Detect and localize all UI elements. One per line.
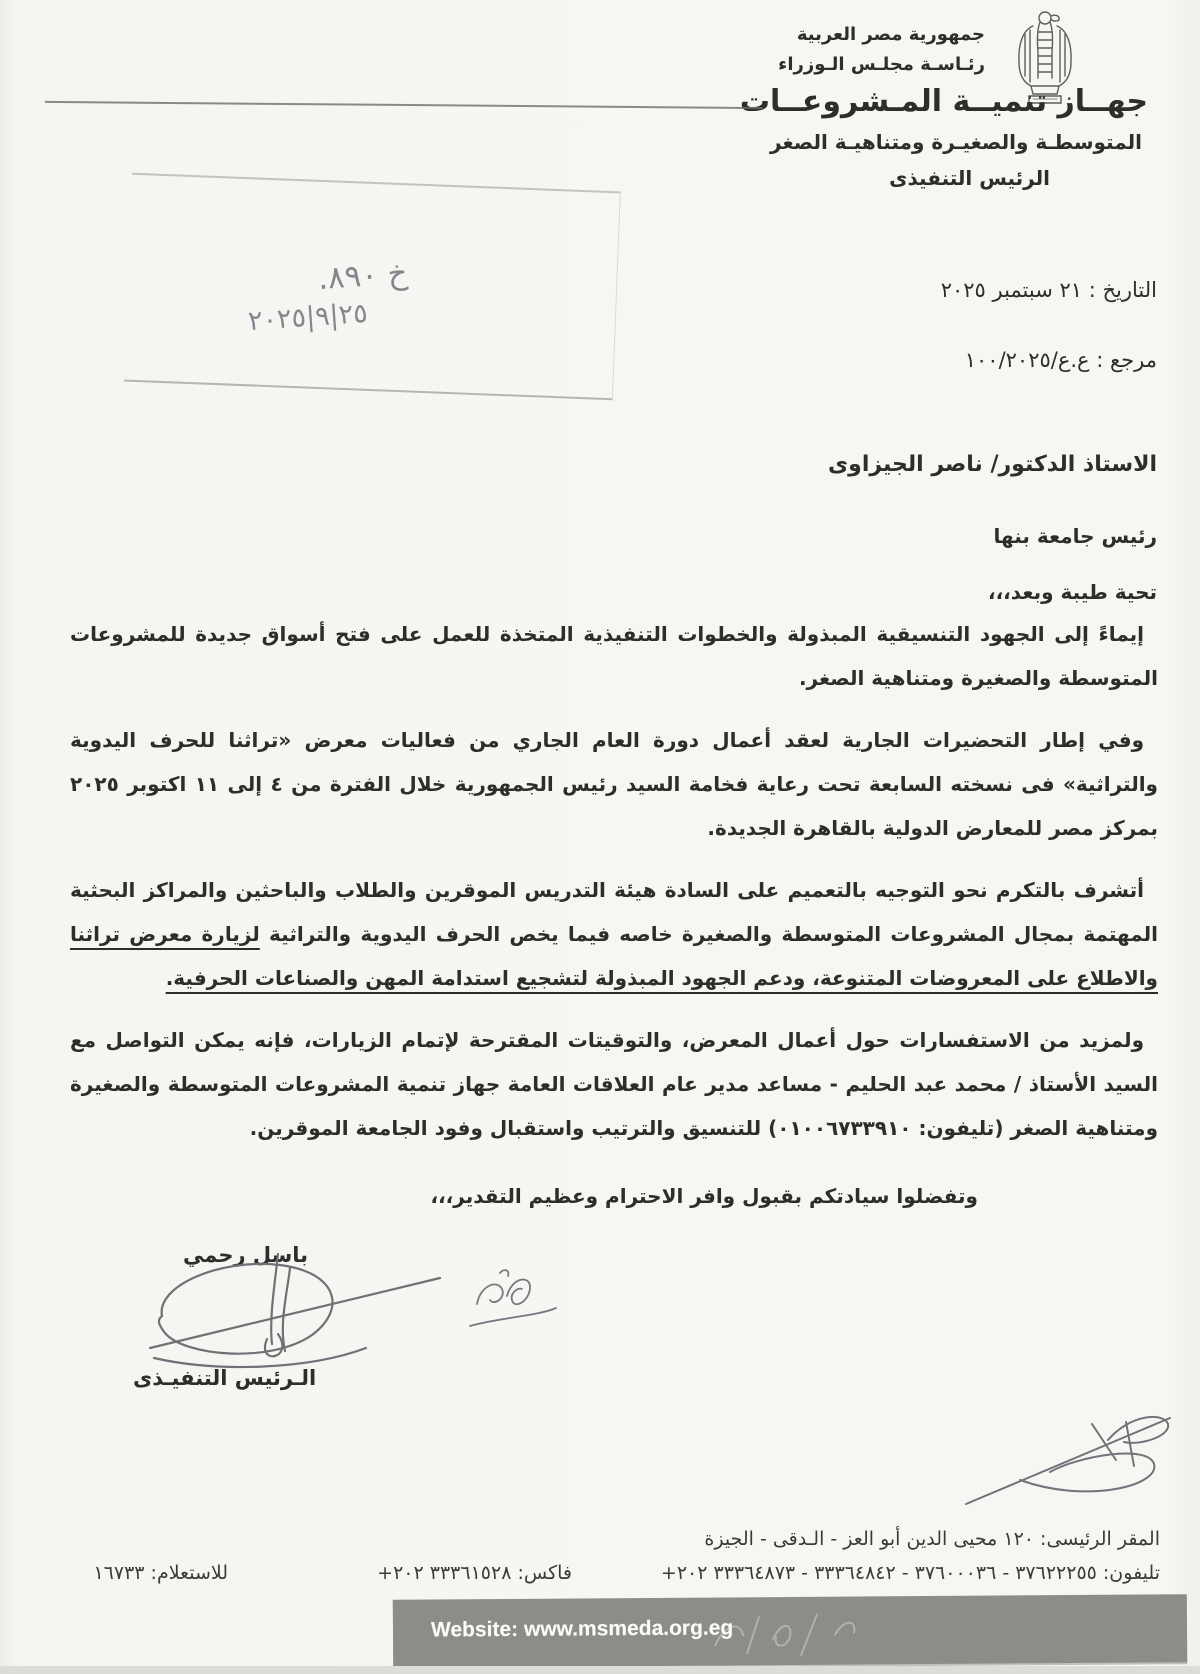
- footer-phone: تليفون: ٣٧٦٢٢٢٥٥ - ٣٧٦٠٠٠٣٦ - ٣٣٣٦٤٨٤٢ - ٣٣٣٦٤٨٧٣ ٢٠٢+: [660, 1562, 1160, 1584]
- recipient-name: الاستاذ الدكتور/ ناصر الجيزاوى: [827, 452, 1157, 477]
- paragraph-3-text: أتشرف بالتكرم نحو التوجيه بالتعميم على السادة هيئة التدريس الموقرين والطلاب والباحثين والمراكز البحثية المهتمة بمجال المشروعات المتوسطة والصغيرة خاصه فيما يخص الحرف اليدوية والتراثية: [70, 878, 1159, 946]
- agency-name: جهــاز تنميــة المـشروعــات: [739, 84, 1148, 119]
- paragraph-3-underlined: لزيارة معرض تراثنا والاطلاع على المعروضات المتنوعة، ودعم الجهود المبذولة لتشجيع استدامة المهن والصناعات الحرفية.: [70, 922, 1158, 990]
- paragraph-4: ولمزيد من الاستفسارات حول أعمال المعرض، والتوقيتات المقترحة لإتمام الزيارات، فإنه يمكن التواصل مع السيد الأستاذ / محمد عبد الحليم - مساعد مدير عام العلاقات العامة جهاز تنمية المشروعات المتوسطة والصغيرة ومتناهية الصغر (تليفون: ٠١٠٠٦٧٣٣٩١٠) للتنسيق والترتيب واستقبال وفود الجامعة الموقرين.: [70, 1028, 1158, 1140]
- stamp-number-handwriting: خ ٨٩٠.: [316, 254, 409, 298]
- paragraph-3: [70, 868, 1158, 1000]
- scan-bottom-edge: [0, 1666, 1200, 1674]
- signer-name: باسل رحمي: [183, 1243, 309, 1267]
- reference-line: مرجع : ع.ع/١٠٠/٢٠٢٥: [964, 348, 1157, 372]
- cabinet-name: رئـاسـة مجلـس الـوزراء: [778, 54, 985, 75]
- initials-scribble: [452, 1264, 574, 1340]
- secondary-signature-scribble: [958, 1396, 1186, 1514]
- header-rule: [45, 101, 763, 109]
- footer-address: المقر الرئيسى: ١٢٠ محيى الدين أبو العز - الـدقى - الجيزة: [704, 1528, 1160, 1550]
- website-text: Website: www.msmeda.org.eg: [430, 1616, 734, 1642]
- agency-subtitle: المتوسطـة والصغيـرة ومتناهيـة الصغر: [770, 130, 1142, 154]
- date-line: التاريخ : ٢١ سبتمبر ٢٠٢٥: [940, 278, 1157, 302]
- footer-fax: فاكس: ٣٣٣٦١٥٢٨ ٢٠٢+: [377, 1562, 572, 1584]
- office-title: الرئيس التنفيذى: [889, 166, 1050, 190]
- paragraph-2: وفي إطار التحضيرات الجارية لعقد أعمال دورة العام الجاري من فعاليات معرض «تراثنا للحرف اليدوية والتراثية» فى نسخته السابعة تحت رعاية فخامة السيد رئيس الجمهورية خلال الفترة من ٤ إلى ١١ اكتوبر ٢٠٢٥ بمركز مصر للمعارض الدولية بالقاهرة الجديدة.: [70, 728, 1158, 840]
- closing-line: وتفضلوا سيادتكم بقبول وافر الاحترام وعظيم التقدير،،،: [430, 1184, 978, 1208]
- website-bar: [393, 1594, 1187, 1668]
- recipient-title: رئيس جامعة بنها: [993, 524, 1157, 548]
- bar-handwriting-scribble: [693, 1601, 1013, 1659]
- country-name: جمهورية مصر العربية: [796, 24, 985, 45]
- stamp-date-handwriting: ٢٥|٩|٢٠٢٥: [247, 297, 369, 338]
- paragraph-1: إيماءً إلى الجهود التنسيقية المبذولة والخطوات التنفيذية المتخذة للعمل على فتح أسواق جديدة للمشروعات المتوسطة والصغيرة ومتناهية الصغر.: [70, 622, 1158, 690]
- footer-hotline: للاستعلام: ١٦٧٣٣: [93, 1562, 228, 1584]
- signer-title: الـرئيس التنفيـذى: [133, 1366, 317, 1390]
- letter-body: [70, 612, 1158, 1218]
- salutation: تحية طيبة وبعد،،،: [987, 580, 1157, 604]
